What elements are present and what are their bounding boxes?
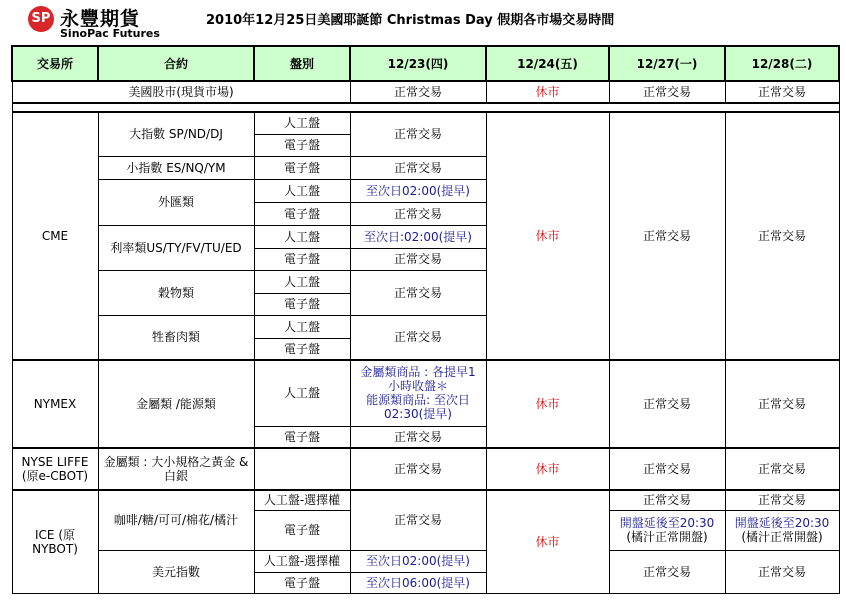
cme-small-index-d1: 正常交易 bbox=[350, 156, 486, 179]
header-date-1228: 12/28(二) bbox=[725, 46, 839, 81]
cme-fx-manual-d1: 至次日02:00(提早) bbox=[350, 179, 486, 202]
brand-name-en: SinoPac Futures bbox=[60, 27, 160, 40]
header-session: 盤別 bbox=[254, 46, 350, 81]
nyse-exchange-line1: NYSE LIFFE bbox=[21, 455, 89, 469]
brand-name-zh: 永豐期貨 bbox=[60, 8, 141, 30]
cme-big-index-d1: 正常交易 bbox=[350, 112, 486, 156]
ice-exchange bbox=[12, 490, 98, 593]
section-gap bbox=[12, 103, 839, 112]
nymex-manual-d1 bbox=[350, 360, 486, 426]
session-electronic: 電子盤 bbox=[254, 510, 350, 550]
brand-logo bbox=[28, 6, 188, 42]
cme-d2: 休市 bbox=[486, 112, 609, 360]
session-electronic: 電子盤 bbox=[254, 338, 350, 360]
ice-usd-d3: 正常交易 bbox=[609, 550, 725, 593]
session-electronic: 電子盤 bbox=[254, 202, 350, 225]
ice-oj-note-d4: (橘汁正常開盤) bbox=[741, 530, 823, 544]
cme-fx: 外匯類 bbox=[98, 179, 254, 225]
session-electronic: 電子盤 bbox=[254, 293, 350, 315]
session-electronic: 電子盤 bbox=[254, 134, 350, 156]
ice-oj-note-d3: (橘汁正常開盤) bbox=[626, 530, 708, 544]
nymex-metal-note-2: 小時收盤＊ bbox=[387, 379, 448, 394]
nyse-contract-line1: 金屬類 : 大小規格之黃金 & bbox=[103, 455, 249, 469]
us-stock-d1: 正常交易 bbox=[350, 81, 486, 103]
us-stock-label: 美國股市(現貨市場) bbox=[12, 81, 350, 103]
cme-rates: 利率類US/TY/FV/TU/ED bbox=[98, 225, 254, 270]
cme-d4: 正常交易 bbox=[725, 112, 839, 360]
cme-grains: 穀物類 bbox=[98, 270, 254, 315]
nyse-d3: 正常交易 bbox=[609, 448, 725, 490]
ice-exchange-line1: ICE (原 bbox=[35, 527, 75, 542]
nyse-exchange-line2: (原e-CBOT) bbox=[21, 469, 89, 483]
cme-big-index: 大指數 SP/ND/DJ bbox=[98, 112, 254, 156]
page-header bbox=[0, 0, 846, 46]
nyse-d2: 休市 bbox=[486, 448, 609, 490]
session-manual: 人工盤 bbox=[254, 179, 350, 202]
ice-usd-manual-d1: 至次日02:00(提早) bbox=[350, 550, 486, 572]
cme-exchange: CME bbox=[12, 112, 98, 360]
brand-mark-icon: SP bbox=[28, 6, 54, 32]
cme-livestock-d1: 正常交易 bbox=[350, 315, 486, 360]
cme-small-index: 小指數 ES/NQ/YM bbox=[98, 156, 254, 179]
ice-softs: 咖啡/糖/可可/棉花/橘汁 bbox=[98, 490, 254, 550]
session-electronic: 電子盤 bbox=[254, 156, 350, 179]
nyse-contract-line2: 白銀 bbox=[163, 469, 188, 483]
ice-usd-electronic-d1: 至次日06:00(提早) bbox=[350, 572, 486, 593]
nymex-energy-note-2: 02:30(提早) bbox=[384, 407, 452, 422]
nymex-electronic-d1: 正常交易 bbox=[350, 426, 486, 448]
header-contract: 合約 bbox=[98, 46, 254, 81]
table-header-row bbox=[12, 46, 839, 81]
session-electronic: 電子盤 bbox=[254, 426, 350, 448]
session-manual: 人工盤 bbox=[254, 315, 350, 338]
nymex-energy-note-1: 能源類商品: 至次日 bbox=[366, 393, 470, 408]
page-title: 2010年12月25日美國耶誕節 Christmas Day 假期各市場交易時間 bbox=[206, 13, 615, 28]
nymex-d2: 休市 bbox=[486, 360, 609, 448]
ice-softs-d1: 正常交易 bbox=[350, 490, 486, 550]
us-stock-d3: 正常交易 bbox=[609, 81, 725, 103]
ice-softs-manual-d3: 正常交易 bbox=[609, 490, 725, 510]
session-manual: 人工盤 bbox=[254, 225, 350, 248]
ice-exchange-line2: NYBOT) bbox=[32, 541, 78, 556]
ice-d2: 休市 bbox=[486, 490, 609, 593]
nymex-d3: 正常交易 bbox=[609, 360, 725, 448]
session-manual: 人工盤 bbox=[254, 270, 350, 293]
session-manual-options: 人工盤-選擇權 bbox=[254, 550, 350, 572]
nyse-d1: 正常交易 bbox=[350, 448, 486, 490]
table-row bbox=[12, 81, 839, 103]
session-manual: 人工盤 bbox=[254, 360, 350, 426]
table-row bbox=[12, 112, 839, 134]
table-row bbox=[12, 360, 839, 426]
nymex-contract: 金屬類 /能源類 bbox=[98, 360, 254, 448]
ice-softs-electronic-d3 bbox=[609, 510, 725, 550]
session-electronic: 電子盤 bbox=[254, 572, 350, 593]
trading-hours-table bbox=[11, 45, 840, 594]
nymex-exchange: NYMEX bbox=[12, 360, 98, 448]
header-date-1224: 12/24(五) bbox=[486, 46, 609, 81]
cme-grains-d1: 正常交易 bbox=[350, 270, 486, 315]
table-row bbox=[12, 550, 839, 572]
session-manual: 人工盤 bbox=[254, 112, 350, 134]
cme-d3: 正常交易 bbox=[609, 112, 725, 360]
cme-fx-electronic-d1: 正常交易 bbox=[350, 202, 486, 225]
nyse-contract bbox=[98, 448, 254, 490]
nyse-session bbox=[254, 448, 350, 490]
table-row bbox=[12, 448, 839, 490]
session-electronic: 電子盤 bbox=[254, 248, 350, 270]
ice-delay-note-d4: 開盤延後至20:30 bbox=[734, 516, 830, 530]
us-stock-d4: 正常交易 bbox=[725, 81, 839, 103]
header-exchange: 交易所 bbox=[12, 46, 98, 81]
nymex-d4: 正常交易 bbox=[725, 360, 839, 448]
session-manual-options: 人工盤-選擇權 bbox=[254, 490, 350, 510]
nymex-metal-note-1: 金屬類商品 : 各提早1 bbox=[360, 365, 476, 380]
nyse-exchange bbox=[12, 448, 98, 490]
nyse-d4: 正常交易 bbox=[725, 448, 839, 490]
ice-usd-d4: 正常交易 bbox=[725, 550, 839, 593]
cme-rates-manual-d1: 至次日:02:00(提早) bbox=[350, 225, 486, 248]
table-row bbox=[12, 490, 839, 510]
us-stock-d2: 休市 bbox=[486, 81, 609, 103]
ice-softs-electronic-d4 bbox=[725, 510, 839, 550]
ice-softs-manual-d4: 正常交易 bbox=[725, 490, 839, 510]
ice-delay-note-d3: 開盤延後至20:30 bbox=[619, 516, 715, 530]
cme-livestock: 牲畜肉類 bbox=[98, 315, 254, 360]
header-date-1223: 12/23(四) bbox=[350, 46, 486, 81]
ice-usd-index: 美元指數 bbox=[98, 550, 254, 593]
cme-rates-electronic-d1: 正常交易 bbox=[350, 248, 486, 270]
header-date-1227: 12/27(一) bbox=[609, 46, 725, 81]
